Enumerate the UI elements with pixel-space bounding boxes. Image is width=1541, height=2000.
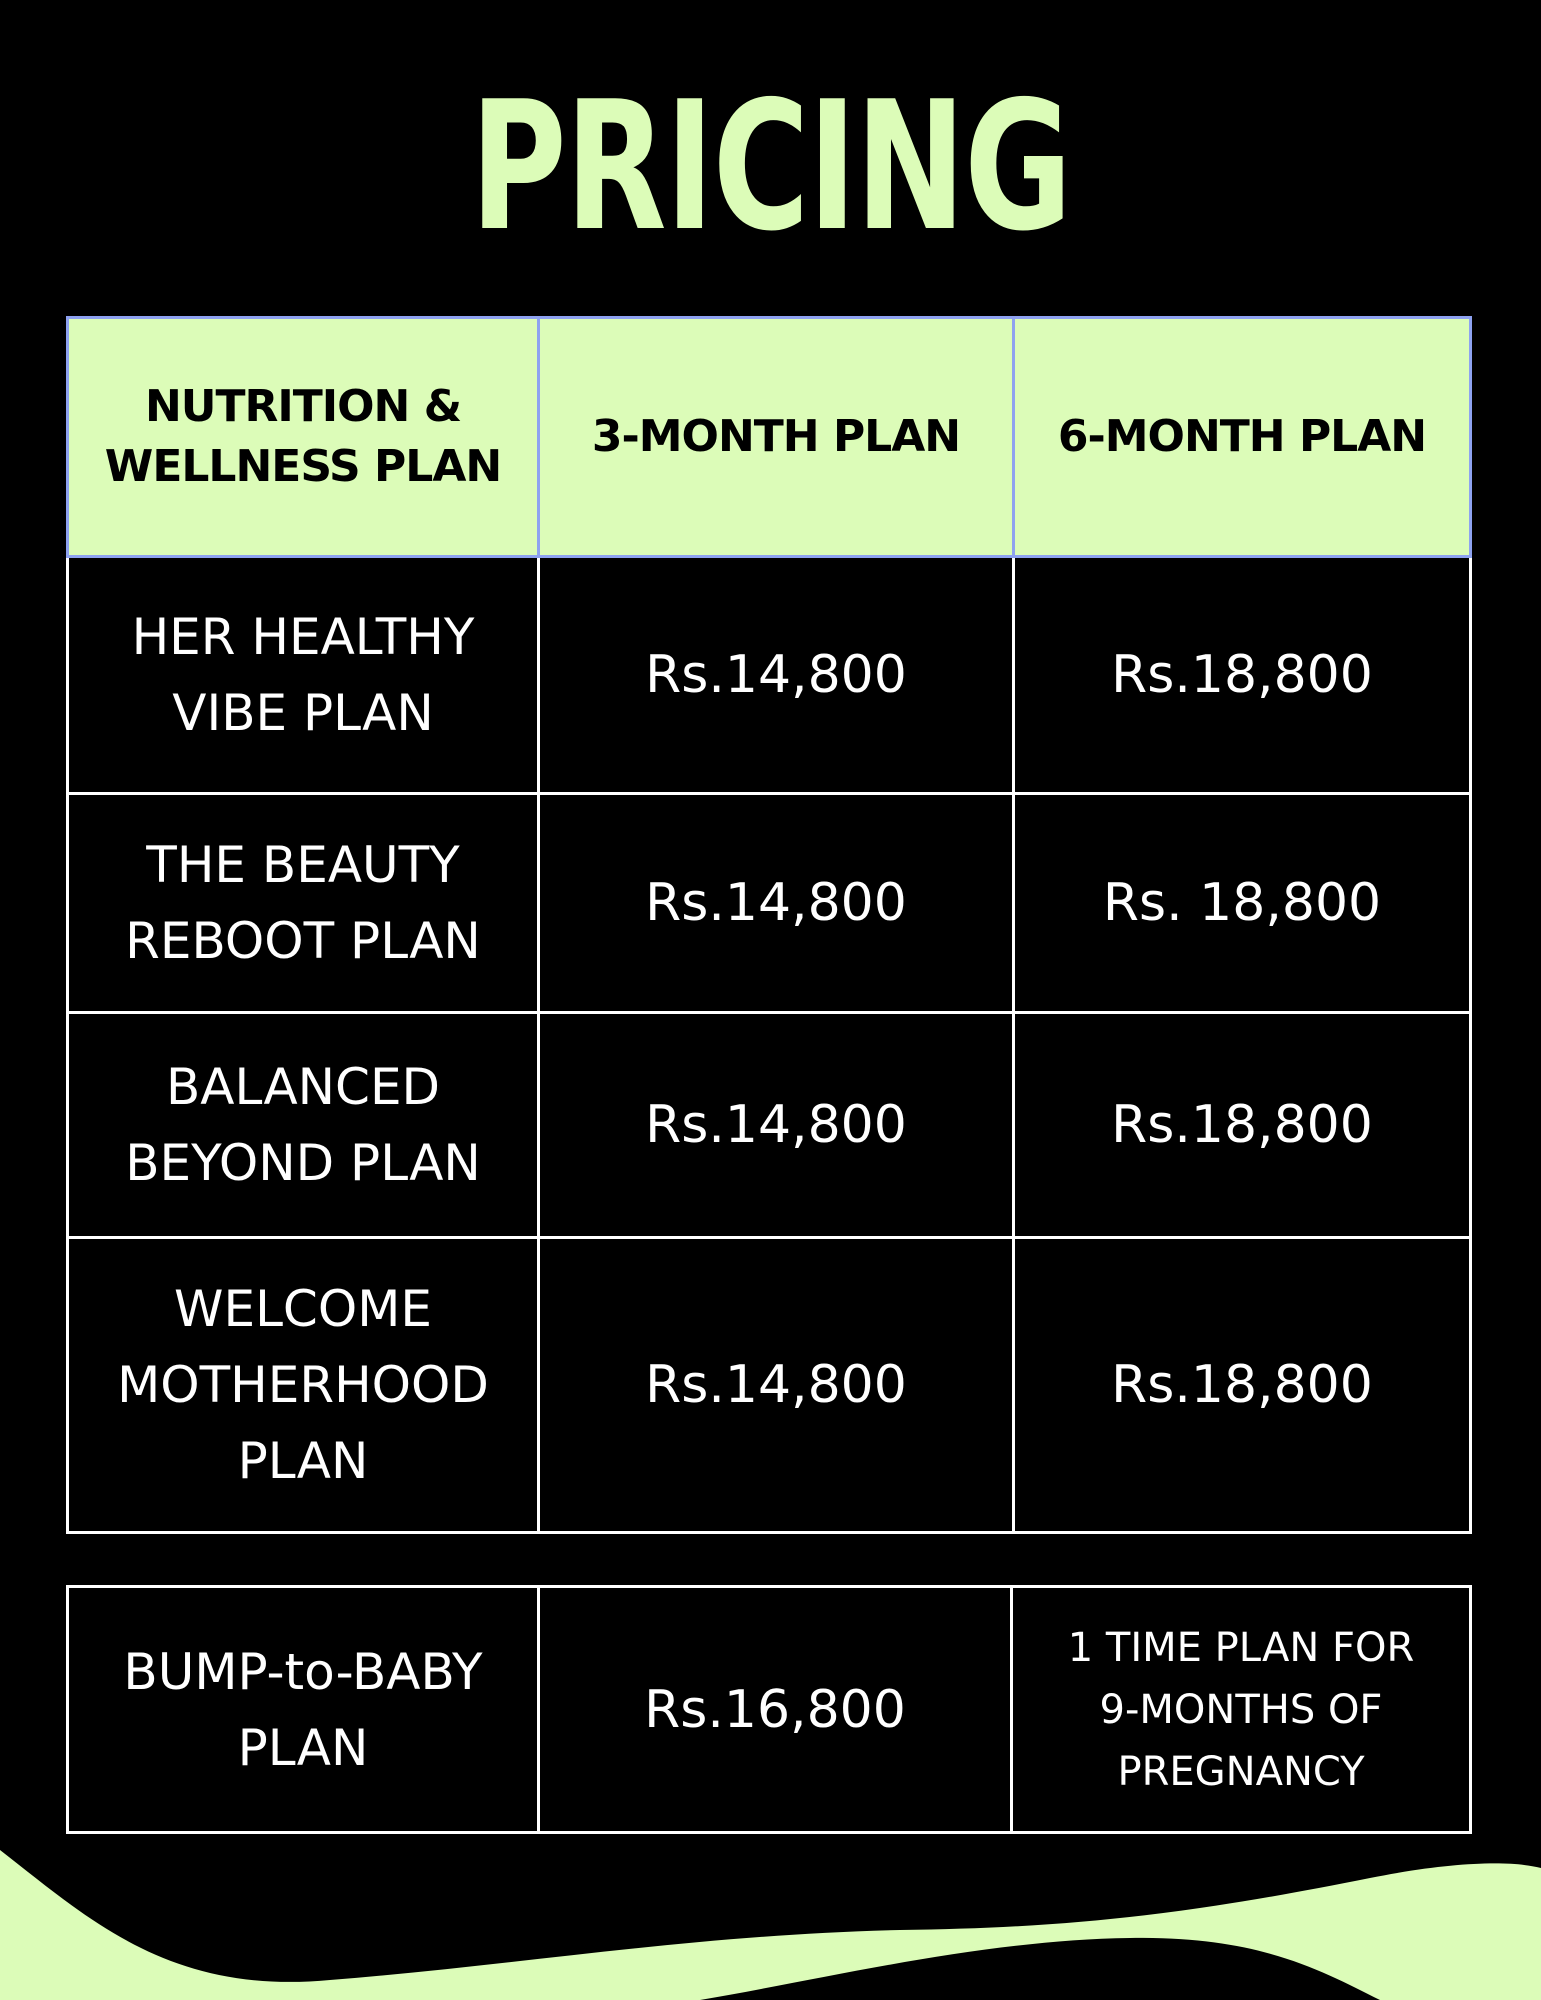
table-row bbox=[68, 557, 1471, 794]
price-6-month-cell: Rs.18,800 bbox=[1014, 1238, 1471, 1533]
price-3-month-cell: Rs.14,800 bbox=[539, 557, 1014, 794]
table-row bbox=[68, 1013, 1471, 1238]
decorative-wave bbox=[0, 1820, 1541, 2000]
pricing-table bbox=[66, 316, 1472, 1534]
price-3-month-cell: Rs.14,800 bbox=[539, 1238, 1014, 1533]
bump-plan-price-cell: Rs.16,800 bbox=[539, 1587, 1012, 1833]
page-title: PRICING bbox=[470, 63, 1071, 270]
price-3-month-cell: Rs.14,800 bbox=[539, 794, 1014, 1013]
price-3-month-cell: Rs.14,800 bbox=[539, 1013, 1014, 1238]
plan-name-cell: HER HEALTHY VIBE PLAN bbox=[68, 557, 539, 794]
plan-name-cell: WELCOME MOTHERHOOD PLAN bbox=[68, 1238, 539, 1533]
price-6-month-cell: Rs.18,800 bbox=[1014, 1013, 1471, 1238]
table-row bbox=[68, 1238, 1471, 1533]
bump-plan-note-cell: 1 TIME PLAN FOR 9-MONTHS OF PREGNANCY bbox=[1012, 1587, 1471, 1833]
price-6-month-cell: Rs. 18,800 bbox=[1014, 794, 1471, 1013]
header-plan-name: NUTRITION & WELLNESS PLAN bbox=[68, 318, 539, 557]
table-row bbox=[68, 794, 1471, 1013]
plan-name-cell: BALANCED BEYOND PLAN bbox=[68, 1013, 539, 1238]
plan-name-cell: THE BEAUTY REBOOT PLAN bbox=[68, 794, 539, 1013]
header-3-month: 3-MONTH PLAN bbox=[539, 318, 1014, 557]
bump-plan-table bbox=[66, 1585, 1472, 1834]
price-6-month-cell: Rs.18,800 bbox=[1014, 557, 1471, 794]
bump-plan-name-cell: BUMP-to-BABY PLAN bbox=[68, 1587, 539, 1833]
header-6-month: 6-MONTH PLAN bbox=[1014, 318, 1471, 557]
table-header-row bbox=[68, 318, 1471, 557]
table-row bbox=[68, 1587, 1471, 1833]
